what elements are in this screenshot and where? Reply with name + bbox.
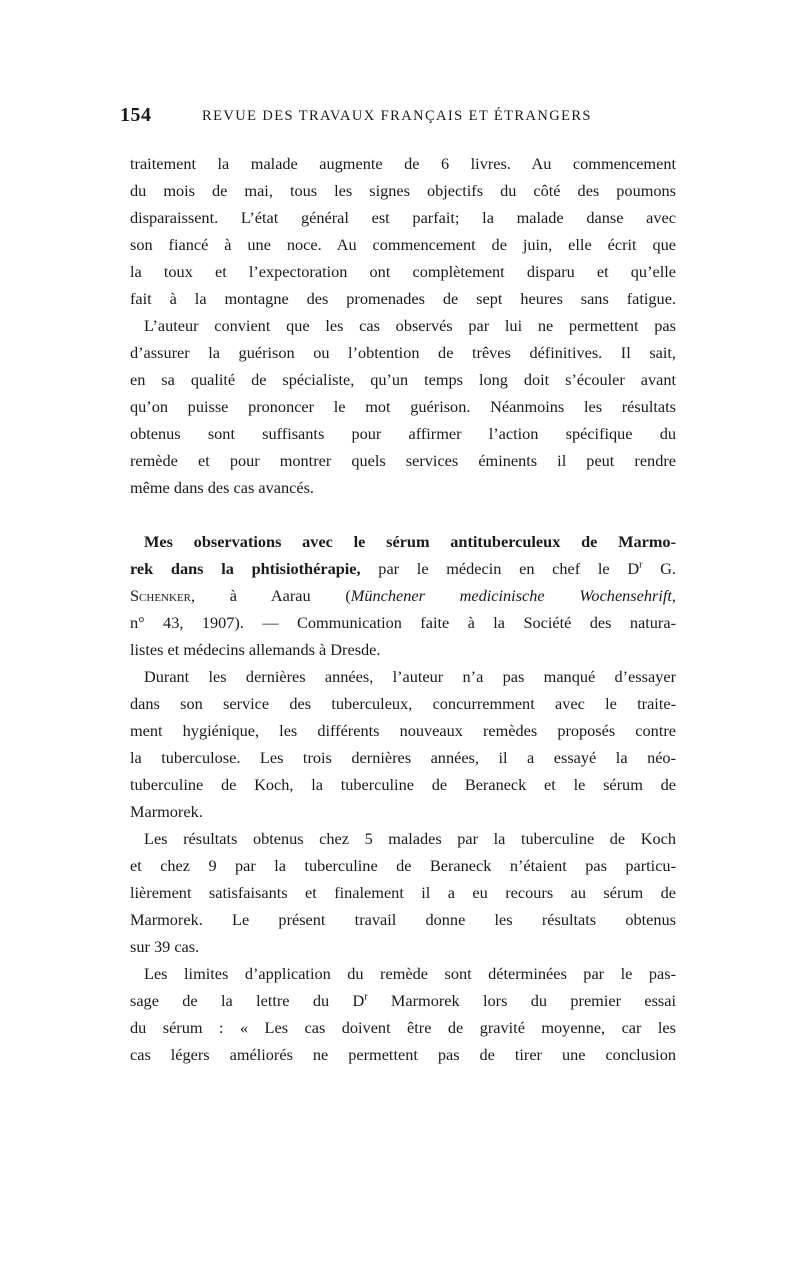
article-citation: Schenker, à Aarau (Münchener medicinische Wochensehrift, xyxy=(130,586,676,605)
text-line: d’assurer la guérison ou l’obtention de trêves définitives. Il sait, xyxy=(130,343,676,362)
text-line: remède et pour montrer quels services éminents il peut rendre xyxy=(130,451,676,470)
text-line: dans son service des tuberculeux, concurremment avec le traite- xyxy=(130,694,676,713)
text-line: sur 39 cas. xyxy=(130,937,200,956)
text-line: obtenus sont suffisants pour affirmer l’action spécifique du xyxy=(130,424,676,443)
text-line: fait à la montagne des promenades de sept heures sans fatigue. xyxy=(130,289,676,308)
text-line: listes et médecins allemands à Dresde. xyxy=(130,640,381,659)
author-name: Schenker xyxy=(130,586,191,605)
text-line: ment hygiénique, les différents nouveaux remèdes proposés contre xyxy=(130,721,676,740)
page-header xyxy=(120,104,676,134)
text-line: lièrement satisfaisants et finalement il a eu recours au sérum de xyxy=(130,883,676,902)
article-title: Mes observations avec le sérum antituberculeux de Marmo- xyxy=(144,532,676,551)
text-line: en sa qualité de spécialiste, qu’un temps long doit s’écouler avant xyxy=(130,370,676,389)
text-line: même dans des cas avancés. xyxy=(130,478,314,497)
text-line: et chez 9 par la tuberculine de Beraneck n’étaient pas particu- xyxy=(130,856,676,875)
text-line: disparaissent. L’état général est parfait; la malade danse avec xyxy=(130,208,676,227)
running-title: REVUE DES TRAVAUX FRANÇAIS ET ÉTRANGERS xyxy=(202,108,592,124)
text-line: la tuberculose. Les trois dernières années, il a essayé la néo- xyxy=(130,748,676,767)
text-line: L’auteur convient que les cas observés par lui ne permettent pas xyxy=(144,316,676,335)
article-title-line2: rek dans la phtisiothérapie, par le médecin en chef le $D^r$ G. xyxy=(130,559,676,578)
page-number: 154 xyxy=(120,104,152,126)
text-line: Durant les dernières années, l’auteur n’a pas manqué d’essayer xyxy=(144,667,676,686)
text-line: traitement la malade augmente de 6 livres. Au commencement xyxy=(130,154,676,173)
text-line: cas légers améliorés ne permettent pas de tirer une conclusion xyxy=(130,1045,676,1064)
text-line: Les résultats obtenus chez 5 malades par la tuberculine de Koch xyxy=(144,829,676,848)
text-line: du mois de mai, tous les signes objectifs du côté des poumons xyxy=(130,181,676,200)
text-line: Les limites d’application du remède sont déterminées par le pas- xyxy=(144,964,676,983)
text-line: Marmorek. Le présent travail donne les résultats obtenus xyxy=(130,910,676,929)
text-line: Marmorek. xyxy=(130,802,203,821)
text-line: n° 43, 1907). — Communication faite à la Société des natura- xyxy=(130,613,676,632)
article-title-end: rek dans la phtisiothérapie, xyxy=(130,559,361,578)
text-line: du sérum : « Les cas doivent être de gravité moyenne, car les xyxy=(130,1018,676,1037)
text-line: son fiancé à une noce. Au commencement de juin, elle écrit que xyxy=(130,235,676,254)
journal-name: Münchener medicinische Wochensehrift xyxy=(350,586,672,605)
text-line: sage de la lettre du $D^r$ Marmorek lors du premier essai xyxy=(130,991,676,1010)
text-line: qu’on puisse prononcer le mot guérison. Néanmoins les résultats xyxy=(130,397,676,416)
text-line: la toux et l’expectoration ont complètement disparu et qu’elle xyxy=(130,262,676,281)
text-line: tuberculine de Koch, la tuberculine de Beraneck et le sérum de xyxy=(130,775,676,794)
